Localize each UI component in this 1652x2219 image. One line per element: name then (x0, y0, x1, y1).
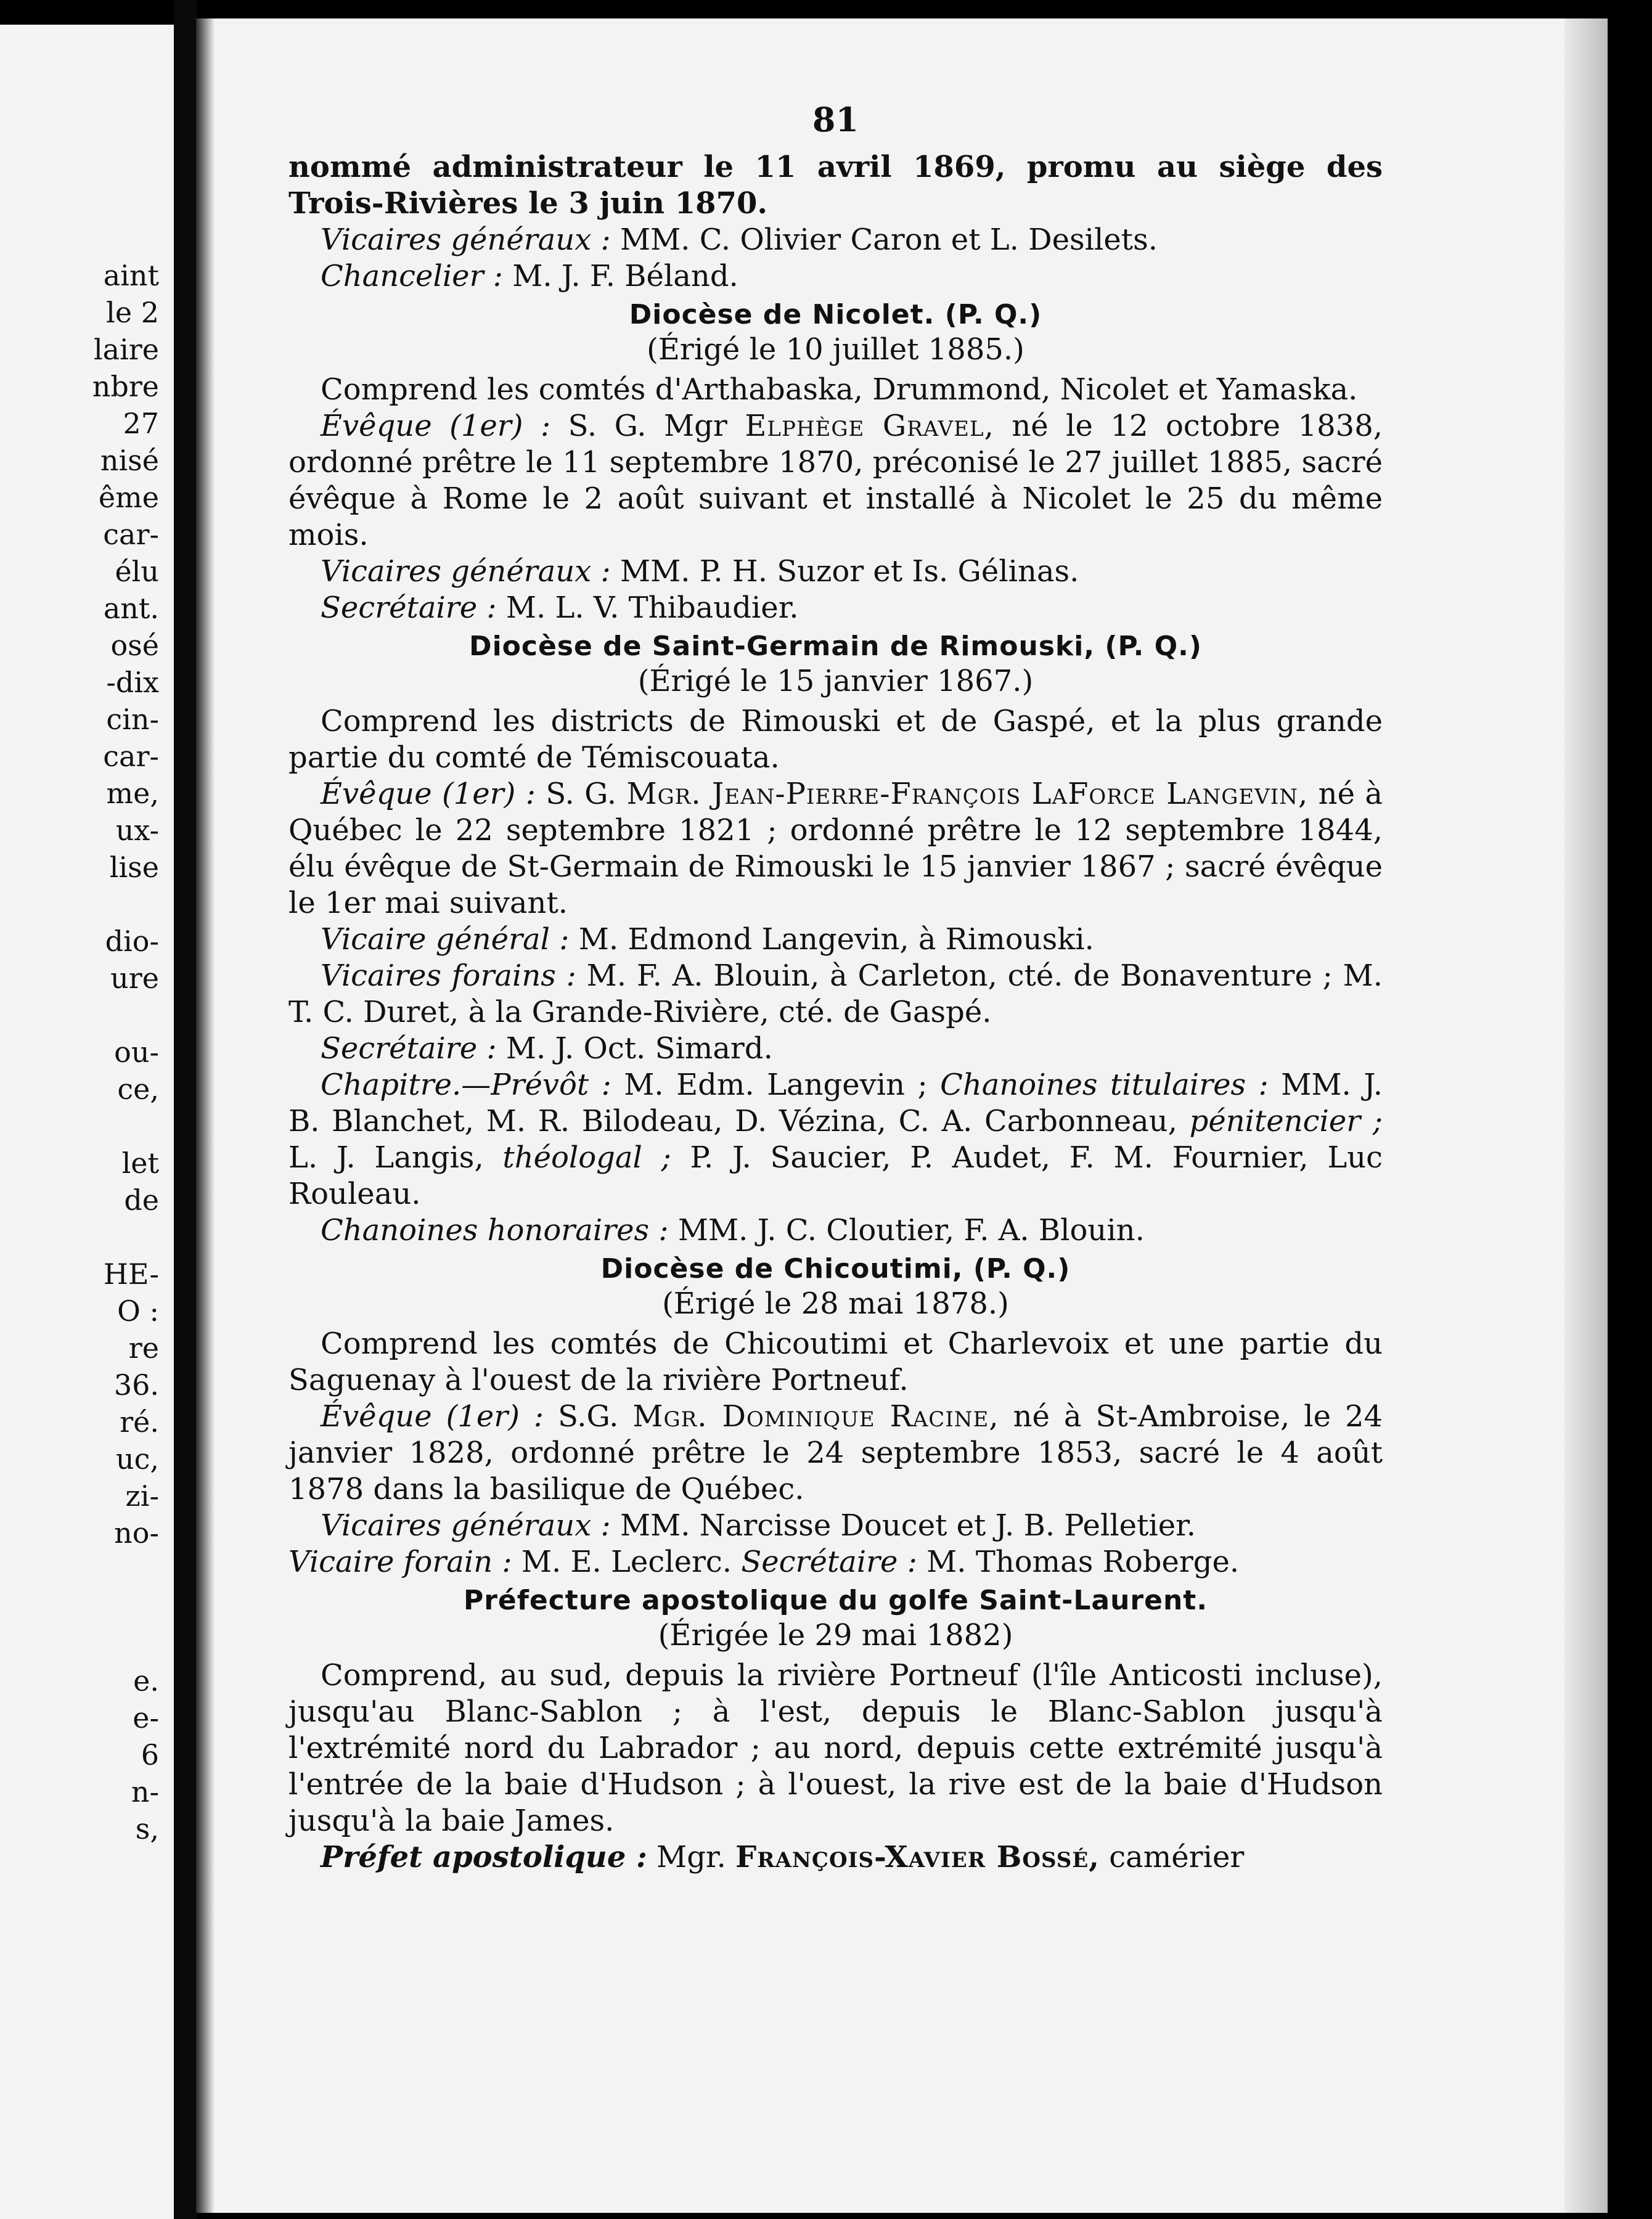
label: Chapitre.—Prévôt : (321, 1068, 611, 1102)
left-fragment-line: e. (133, 1664, 159, 1698)
chapitre-rimouski (288, 1067, 1383, 1212)
value: né à St-Ambroise, le 24 janvier 1828, ordonné prêtre le 24 septembre 1853, sacré le 4 août 1878 dans la basilique de Québec. (288, 1399, 1383, 1506)
value: S. G. Mgr (568, 409, 727, 443)
left-fragment-line: car- (103, 740, 159, 773)
name: Mgr. Jean-Pierre-François LaForce Langevin, (626, 777, 1309, 811)
label: Secrétaire : (321, 1031, 497, 1066)
label: Chanoines honoraires : (321, 1213, 669, 1248)
value: M. F. A. Blouin, à Carleton, cté. de Bonaventure ; M. T. C. Duret, à la Grande-Rivière, cté. de Gaspé. (288, 958, 1383, 1029)
label: Vicaires forains : (321, 958, 576, 993)
value: MM. J. B. Blanchet, M. R. Bilodeau, D. Vézina, C. A. Carbonneau, (288, 1068, 1383, 1138)
page-number: 81 (812, 100, 859, 139)
left-fragment-line: ou- (114, 1036, 159, 1069)
left-fragment-line: 6 (141, 1738, 159, 1772)
left-fragment-line: s, (135, 1812, 159, 1845)
section-heading-prefecture: Préfecture apostolique du golfe Saint-Laurent. (463, 1585, 1208, 1616)
value: P. J. Saucier, P. Audet, F. M. Fournier, Luc Rouleau. (288, 1140, 1383, 1211)
value: M. J. Oct. Simard. (505, 1031, 773, 1066)
intro-chancelier (288, 258, 1383, 295)
left-fragment-line: élu (115, 555, 159, 588)
value: né le 12 octobre 1838, ordonné prêtre le 11 septembre 1870, préconisé le 27 juillet 1885, sacré évêque à Rome le 2 août suivant et installé à Nicolet le 25 du même mois. (288, 409, 1383, 552)
value: M. Edmond Langevin, à Rimouski. (578, 922, 1094, 957)
erected-prefecture: (Érigée le 29 mai 1882) (658, 1618, 1013, 1653)
label: Chanoines titulaires : (940, 1068, 1269, 1102)
value: MM. P. H. Suzor et Is. Gélinas. (620, 554, 1079, 589)
vicaires-nicolet (288, 554, 1383, 590)
erected-nicolet: (Érigé le 10 juillet 1885.) (647, 332, 1024, 367)
left-fragment-line: zi- (125, 1479, 159, 1513)
value: MM. Narcisse Doucet et J. B. Pelletier. (620, 1508, 1196, 1543)
left-fragment-line: osé (110, 629, 159, 662)
left-fragment-line: laire (93, 333, 159, 366)
left-fragment-line: car- (103, 518, 159, 551)
left-fragment-line: ce, (117, 1073, 159, 1106)
left-fragment-line: no- (114, 1516, 159, 1550)
forains-rimouski (288, 958, 1383, 1031)
label: Évêque (1er) : (321, 409, 551, 443)
left-fragment-line: le 2 (106, 296, 159, 329)
left-fragment-line: nbre (92, 370, 159, 403)
name: Elphège Gravel, (745, 409, 994, 443)
comprend-chicoutimi: Comprend les comtés de Chicoutimi et Charlevoix et une partie du Saguenay à l'ouest de la rivière Portneuf. (288, 1326, 1383, 1397)
label: Vicaire forain : (288, 1545, 512, 1579)
left-page-text (0, 25, 166, 2219)
section-heading-chicoutimi: Diocèse de Chicoutimi, (P. Q.) (600, 1253, 1071, 1285)
left-fragment-line: ux- (115, 814, 159, 847)
secretaire-rimouski (288, 1031, 1383, 1067)
left-fragment-line: e- (133, 1701, 159, 1735)
page-text (288, 102, 1383, 1876)
left-fragment-line: ême (98, 481, 159, 514)
left-fragment-line: HE- (103, 1257, 159, 1291)
value: M. J. F. Béland. (512, 259, 738, 293)
honoraires-rimouski (288, 1212, 1383, 1249)
name: François-Xavier Bossé, (735, 1840, 1100, 1874)
value: L. J. Langis, (288, 1140, 484, 1175)
eveque-chicoutimi (288, 1399, 1383, 1508)
value: M. E. Leclerc. (521, 1545, 732, 1579)
book-gutter (174, 0, 197, 2219)
value: M. Edm. Langevin ; (624, 1068, 928, 1102)
left-fragment-line: n- (131, 1775, 159, 1808)
left-fragment-line: O : (117, 1294, 159, 1328)
left-fragment-line: 27 (123, 407, 159, 440)
intro-paragraph: nommé administrateur le 11 avril 1869, promu au siège des Trois-Rivières le 3 juin 1870. (288, 150, 1383, 221)
left-fragment-line: 36. (113, 1368, 159, 1402)
page-shadow (196, 18, 215, 2213)
left-fragment-line: -dix (106, 666, 159, 699)
left-fragment-line: cin- (106, 703, 159, 736)
eveque-nicolet (288, 408, 1383, 554)
label: Vicaire général : (321, 922, 570, 957)
right-page (196, 18, 1608, 2213)
label: Vicaires généraux : (321, 554, 611, 589)
left-fragment-line: re (128, 1331, 159, 1365)
label: Chancelier : (321, 259, 503, 293)
left-fragment-line: de (124, 1183, 159, 1217)
value: MM. C. Olivier Caron et L. Desilets. (620, 223, 1158, 257)
value: M. L. V. Thibaudier. (505, 591, 799, 625)
value: Mgr. (656, 1840, 726, 1874)
value: S.G. (558, 1399, 619, 1434)
erected-chicoutimi: (Érigé le 28 mai 1878.) (662, 1286, 1009, 1321)
value: camérier (1109, 1840, 1245, 1874)
left-fragment-line: uc, (115, 1442, 159, 1476)
label: pénitencier ; (1189, 1104, 1383, 1138)
label: Évêque (1er) : (321, 1399, 544, 1434)
section-heading-rimouski: Diocèse de Saint-Germain de Rimouski, (P. Q.) (469, 631, 1202, 662)
comprend-nicolet: Comprend les comtés d'Arthabaska, Drummond, Nicolet et Yamaska. (321, 372, 1358, 407)
label: Vicaires généraux : (321, 223, 611, 257)
eveque-rimouski (288, 776, 1383, 922)
left-fragment-line: ure (110, 962, 159, 995)
forain-chicoutimi (288, 1544, 1383, 1580)
label: Secrétaire : (741, 1545, 917, 1579)
value: MM. J. C. Cloutier, F. A. Blouin. (677, 1213, 1145, 1248)
secretaire-nicolet (288, 590, 1383, 626)
label: Vicaires généraux : (321, 1508, 611, 1543)
vicaires-chicoutimi (288, 1508, 1383, 1544)
left-fragment-line: me, (106, 777, 159, 810)
value: M. Thomas Roberge. (926, 1545, 1240, 1579)
comprend-prefecture: Comprend, au sud, depuis la rivière Portneuf (l'île Anticosti incluse), jusqu'au Blanc-Sablon ; à l'est, depuis le Blanc-Sablon jusqu'à l'extrémité nord du Labrador ; au nord, depuis cette extrémité jusqu'à l'entrée de la baie d'Hudson ; à l'ouest, la rive est de la baie d'Hudson jusqu'à la baie James. (288, 1658, 1383, 1838)
label: Évêque (1er) : (321, 777, 536, 811)
value: né à Québec le 22 septembre 1821 ; ordonné prêtre le 12 septembre 1844, élu évêque de St-Germain de Rimouski le 15 janvier 1867 ; sacré évêque le 1er mai suivant. (288, 777, 1383, 920)
label: Préfet apostolique : (321, 1840, 647, 1874)
label: théologal ; (502, 1140, 671, 1175)
page-edge (1564, 18, 1608, 2213)
label: Secrétaire : (321, 591, 497, 625)
left-fragment-line: ant. (103, 592, 159, 625)
name: Mgr. Dominique Racine, (632, 1399, 999, 1434)
intro-vicaires (288, 222, 1383, 258)
comprend-rimouski: Comprend les districts de Rimouski et de Gaspé, et la plus grande partie du comté de Témiscouata. (288, 704, 1383, 775)
left-fragment-line: aint (103, 259, 159, 292)
prefet-prefecture (288, 1839, 1383, 1876)
left-page-fragment (0, 25, 174, 2219)
vicaire-rimouski (288, 922, 1383, 958)
value: S. G. (546, 777, 617, 811)
section-heading-nicolet: Diocèse de Nicolet. (P. Q.) (629, 299, 1042, 330)
left-fragment-line: dio- (105, 925, 159, 958)
left-fragment-line: lise (109, 851, 159, 884)
left-fragment-line: ré. (120, 1405, 159, 1439)
erected-rimouski: (Érigé le 15 janvier 1867.) (637, 664, 1034, 698)
left-fragment-line: nisé (100, 444, 159, 477)
left-fragment-line: let (121, 1146, 159, 1180)
